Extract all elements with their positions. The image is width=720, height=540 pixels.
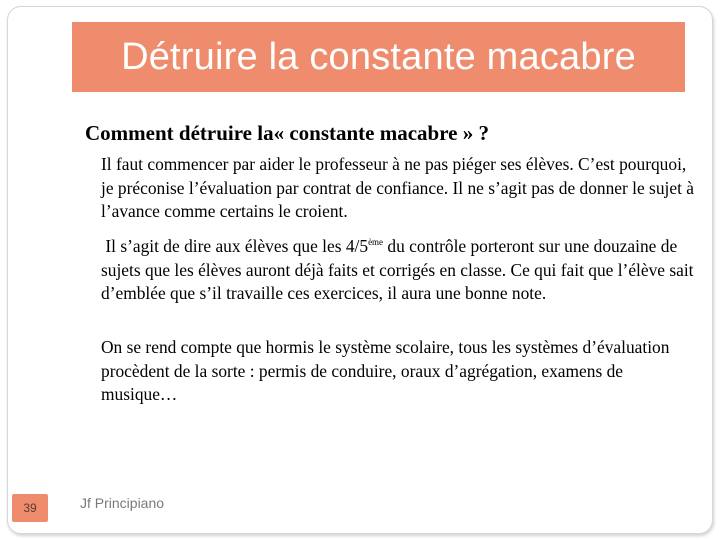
bullet-item-text: On se rend compte que hormis le système scolaire, tous les systèmes d’évaluation procèdent de la sorte : permis de conduire, oraux d’agrégation, examens de musique… — [101, 337, 670, 405]
title-bar — [72, 22, 685, 92]
bullet-item-1 — [84, 153, 701, 224]
superscript-text: ème — [368, 237, 384, 247]
bullet-item-3 — [84, 336, 701, 407]
heading-text: Comment détruire la« constante macabre » ? — [85, 121, 489, 145]
bullet-item-text: Il faut commencer par aider le professeur à ne pas piéger ses élèves. C’est pourquoi, je préconise l’évaluation par contrat de confiance. Il ne s’agit pas de donner le sujet à l’avance comme certains le croient. — [101, 154, 694, 222]
bullet-item-2 — [84, 235, 701, 306]
slide-heading — [82, 121, 489, 146]
bullet-item-text-start: Il s’agit de dire aux élèves que les 4/5 — [101, 236, 369, 256]
page-number-badge: 39 — [12, 494, 48, 522]
bullet-item-text-end: du contrôle porteront sur une douzaine de sujets que les élèves auront déjà faits et corrigés en classe. Ce qui fait que l’élève sait d’emblée que s’il travaille ces exercices, il aura une bonne note. — [101, 236, 694, 304]
footer-author: Jf Principiano — [80, 495, 165, 511]
slide-title: Détruire la constante macabre — [121, 35, 636, 78]
